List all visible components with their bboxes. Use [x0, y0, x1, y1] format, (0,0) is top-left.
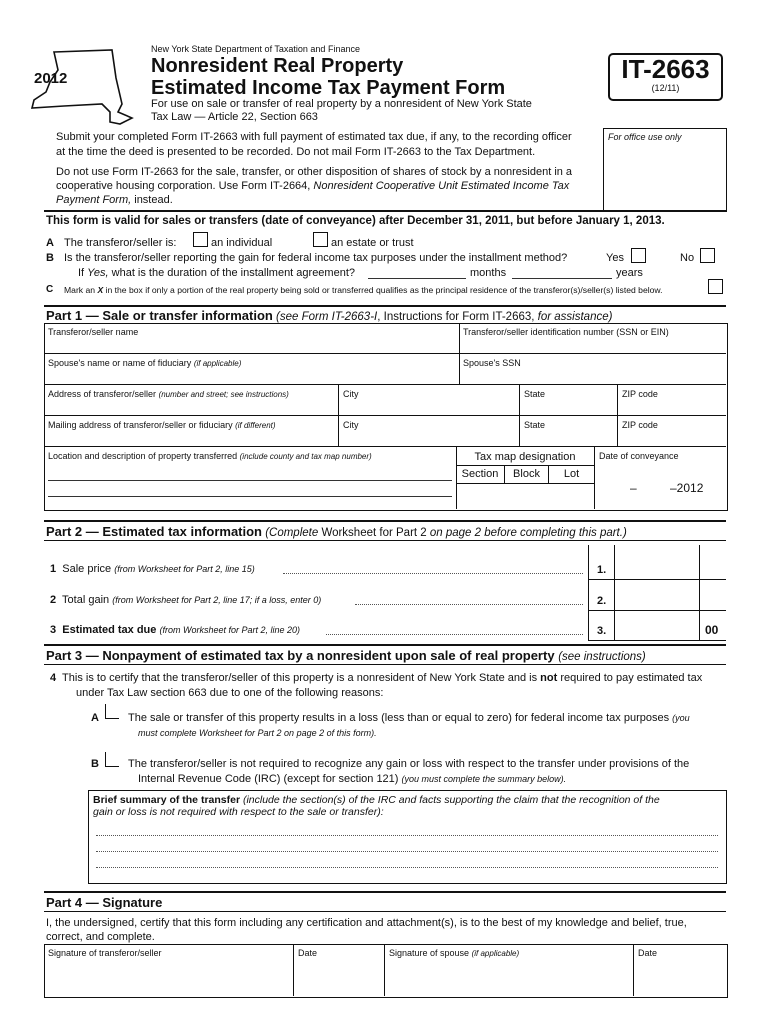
form-subtitle-line1: For use on sale or transfer of real property by a nonresident of New York State: [151, 98, 532, 110]
section-label: Section: [461, 468, 499, 480]
date-conveyance-year[interactable]: –2012: [670, 481, 704, 495]
section-field[interactable]: [457, 485, 504, 508]
option-b-checkbox[interactable]: [105, 752, 119, 767]
date-conveyance-dash: –: [630, 481, 637, 495]
mailing-zip-label: ZIP code: [622, 420, 658, 430]
installment-years-field[interactable]: [512, 278, 612, 279]
installment-months-field[interactable]: [368, 278, 466, 279]
form-subtitle-line2: Tax Law — Article 22, Section 663: [151, 111, 318, 123]
seller-name-label: Transferor/seller name: [48, 327, 139, 337]
months-label: months: [470, 267, 507, 279]
line4-text: 4 This is to certify that the transferor/seller of this property is a nonresident of New York State and is not required to pay estimated tax: [50, 672, 703, 684]
seller-signature-label: Signature of transferor/seller: [48, 948, 162, 958]
option-a-text: The sale or transfer of this property results in a loss (less than or equal to zero) for federal income tax purposes (you: [128, 712, 690, 724]
spouse-name-label: Spouse's name or name of fiduciary (if applicable): [48, 358, 242, 368]
installment-no-checkbox[interactable]: [700, 248, 715, 263]
sale-price-field[interactable]: [615, 556, 725, 578]
spouse-date-field[interactable]: [635, 960, 725, 995]
option-a-letter: A: [91, 712, 99, 724]
individual-label: an individual: [211, 237, 273, 249]
part1-heading: Part 1 — Sale or transfer information (see Form IT-2663-I, Instructions for Form IT-2663, for assistance): [46, 308, 613, 323]
form-title-line2: Estimated Income Tax Payment Form: [151, 77, 506, 99]
option-b-letter: B: [91, 758, 99, 770]
line3-cents: 00: [705, 623, 719, 637]
individual-checkbox[interactable]: [193, 232, 208, 247]
form-year: 2012: [34, 70, 68, 87]
date-conveyance-label: Date of conveyance: [599, 451, 679, 461]
summary-line1[interactable]: [96, 835, 718, 836]
block-label: Block: [513, 468, 540, 480]
seller-signature-field[interactable]: [45, 960, 292, 995]
total-gain-field[interactable]: [615, 587, 725, 609]
part4-heading: Part 4 — Signature: [46, 895, 163, 910]
estimated-tax-field[interactable]: [615, 617, 699, 639]
option-b-text: The transferor/seller is not required to recognize any gain or loss with respect to the transfer under provisions of the: [128, 758, 690, 770]
spouse-ssn-field[interactable]: [461, 368, 725, 383]
mailing-city-label: City: [343, 420, 359, 430]
estate-trust-checkbox[interactable]: [313, 232, 328, 247]
part3-heading: Part 3 — Nonpayment of estimated tax by a nonresident upon sale of real property (see instructions): [46, 648, 646, 663]
question-b-text: Is the transferor/seller reporting the gain for federal income tax purposes under the installment method?: [64, 252, 568, 264]
form-number-box: [608, 53, 723, 101]
estate-trust-label: an estate or trust: [331, 237, 414, 249]
agency-name: New York State Department of Taxation and Finance: [151, 44, 360, 54]
address-city-label: City: [343, 389, 359, 399]
form-revision: (12/11): [651, 83, 680, 93]
property-location-line1[interactable]: [48, 480, 452, 481]
donot-instruction-line1: Do not use Form IT-2663 for the sale, transfer, or other disposition of shares of stock by a nonresident in a: [56, 166, 573, 178]
donot-instruction-line2: cooperative housing corporation. Use Form IT-2664, Nonresident Cooperative Unit Estimated Income Tax: [56, 180, 570, 192]
address-field[interactable]: [45, 399, 337, 414]
certification-line1: I, the undersigned, certify that this form including any certification and attachment(s), is to the best of my knowledge and belief, true,: [46, 917, 687, 929]
mailing-address-label: Mailing address of transferor/seller or fiduciary (if different): [48, 420, 276, 430]
address-city-field[interactable]: [340, 399, 518, 414]
spouse-ssn-label: Spouse's SSN: [463, 358, 521, 368]
office-use-label: For office use only: [608, 132, 682, 142]
mailing-city-field[interactable]: [340, 430, 518, 445]
address-state-label: State: [524, 389, 546, 399]
summary-line3[interactable]: [96, 867, 718, 868]
line3-box-label: 3.: [597, 625, 607, 637]
mailing-zip-field[interactable]: [619, 430, 725, 445]
validity-statement: This form is valid for sales or transfers (date of conveyance) after December 31, 2011, but before January 1, 2013.: [46, 215, 665, 227]
line3: 3 Estimated tax due (from Worksheet for Part 2, line 20): [50, 624, 300, 636]
form-number: IT-2663: [621, 54, 710, 84]
question-a-text: The transferor/seller is:: [64, 237, 177, 249]
question-b-letter: B: [46, 252, 54, 264]
lot-field[interactable]: [549, 485, 594, 508]
option-a-checkbox[interactable]: [105, 704, 119, 719]
years-label: years: [616, 267, 643, 279]
certification-line2: correct, and complete.: [46, 931, 155, 943]
spouse-name-field[interactable]: [45, 368, 458, 383]
line1-box-label: 1.: [597, 564, 607, 576]
address-zip-label: ZIP code: [622, 389, 658, 399]
spouse-signature-label: Signature of spouse (if applicable): [389, 948, 520, 958]
submit-instruction-line2: at the time the deed is presented to be recorded. Do not mail Form IT-2663 to the Tax Department.: [56, 146, 536, 158]
property-location-line2[interactable]: [48, 496, 452, 497]
office-use-box: [603, 128, 727, 212]
line4-text-cont: under Tax Law section 663 due to one of the following reasons:: [76, 687, 384, 699]
spouse-signature-field[interactable]: [386, 960, 632, 995]
line2-box-label: 2.: [597, 595, 607, 607]
mailing-state-label: State: [524, 420, 546, 430]
summary-label-cont: gain or loss is not required with respect to the sale or transfer):: [93, 806, 384, 818]
block-field[interactable]: [505, 485, 548, 508]
installment-no-label: No: [680, 252, 695, 264]
installment-yes-checkbox[interactable]: [631, 248, 646, 263]
tax-map-label: Tax map designation: [474, 451, 576, 463]
question-a-letter: A: [46, 237, 54, 249]
property-location-label: Location and description of property transferred (include county and tax map number): [48, 451, 372, 461]
seller-date-label: Date: [298, 948, 318, 958]
form-title-line1: Nonresident Real Property: [151, 55, 404, 77]
line1: 1 Sale price (from Worksheet for Part 2, line 15): [50, 563, 255, 575]
lot-label: Lot: [563, 468, 580, 480]
new-york-state-outline-icon: [24, 48, 144, 128]
spouse-date-label: Date: [638, 948, 658, 958]
summary-label: Brief summary of the transfer (include the section(s) of the IRC and facts supporting the claim that the recognition of the: [93, 794, 660, 806]
question-c-letter: C: [46, 284, 54, 295]
part2-heading: Part 2 — Estimated tax information (Complete Worksheet for Part 2 on page 2 before completing this part.): [46, 524, 627, 539]
mailing-state-field[interactable]: [521, 430, 616, 445]
installment-duration-question: If Yes, what is the duration of the installment agreement?: [78, 267, 355, 279]
seller-name-field[interactable]: [45, 337, 458, 352]
seller-id-field[interactable]: [461, 337, 725, 352]
address-state-field[interactable]: [521, 399, 616, 414]
option-a-note: must complete Worksheet for Part 2 on page 2 of this form).: [138, 728, 377, 738]
seller-date-field[interactable]: [295, 960, 383, 995]
principal-residence-checkbox[interactable]: [708, 279, 723, 294]
installment-yes-label: Yes: [606, 252, 624, 264]
option-b-text-cont: Internal Revenue Code (IRC) (except for section 121) (you must complete the summary below).: [138, 773, 567, 785]
question-c-text: Mark an X in the box if only a portion of the real property being sold or transferred qualifies as the principal residence of the transferor(s)/seller(s) listed below.: [64, 285, 663, 295]
submit-instruction-line1: Submit your completed Form IT-2663 with full payment of estimated tax due, if any, to the recording officer: [56, 131, 572, 143]
donot-instruction-line3: Payment Form, instead.: [56, 194, 173, 206]
mailing-address-field[interactable]: [45, 430, 337, 445]
address-zip-field[interactable]: [619, 399, 725, 414]
line2: 2 Total gain (from Worksheet for Part 2, line 17; if a loss, enter 0): [50, 594, 322, 606]
summary-line2[interactable]: [96, 851, 718, 852]
address-label: Address of transferor/seller (number and street; see instructions): [48, 389, 289, 399]
seller-id-label: Transferor/seller identification number (SSN or EIN): [463, 327, 669, 337]
